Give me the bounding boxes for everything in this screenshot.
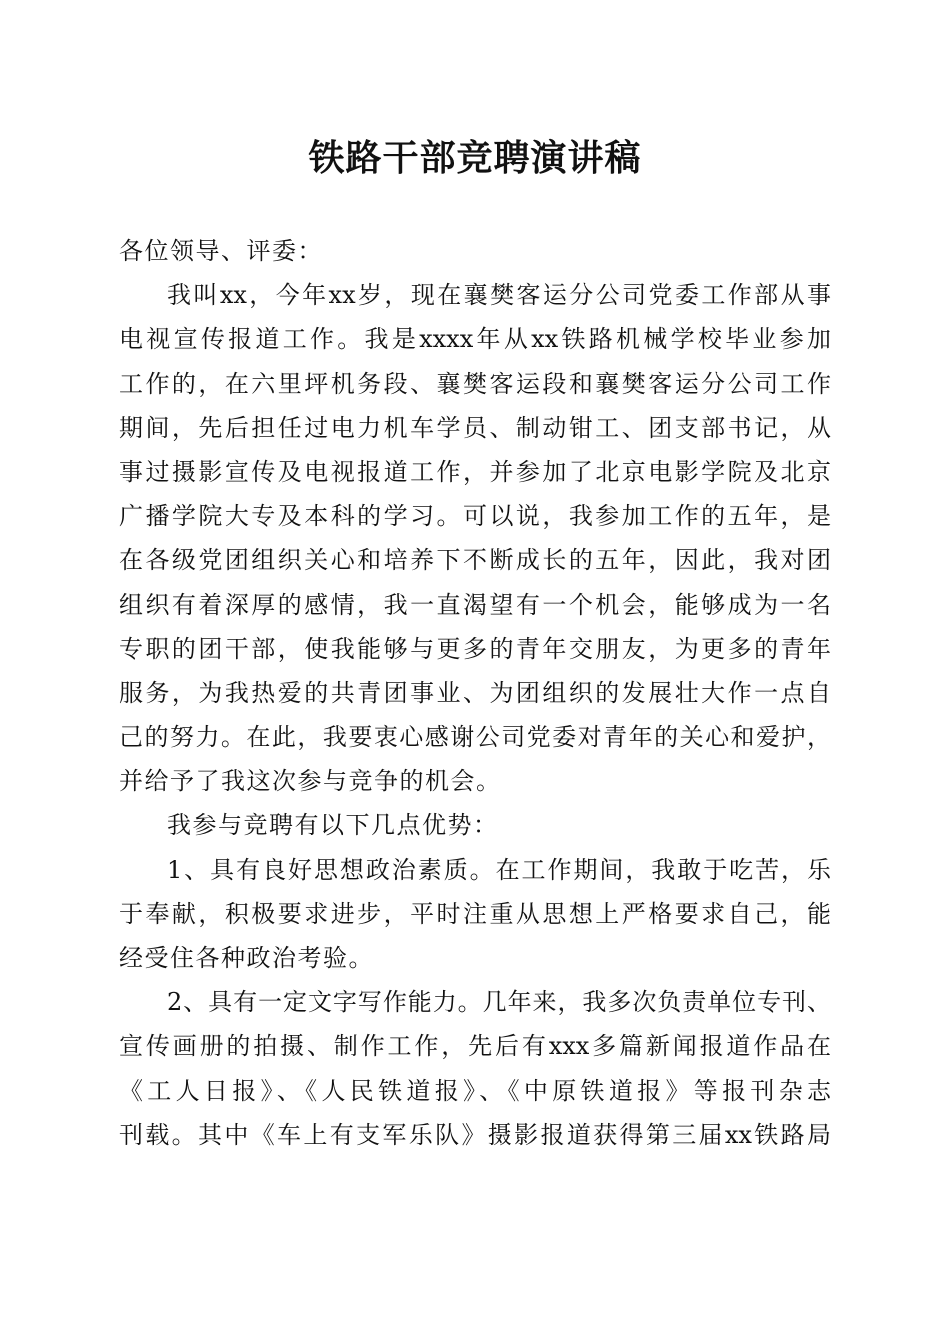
paragraph-line: 组织有着深厚的感情，我一直渴望有一个机会，能够成为一名 — [119, 590, 831, 619]
paragraph-line: 各位领导、评委： — [119, 237, 323, 265]
paragraph-line: 服务，为我热爱的共青团事业、为团组织的发展壮大作一点自 — [119, 678, 831, 707]
paragraph-line: 《工人日报》、《人民铁道报》、《中原铁道报》等报刊杂志 — [119, 1076, 831, 1105]
paragraph-line: 广播学院大专及本科的学习。可以说，我参加工作的五年，是 — [119, 502, 831, 531]
document-title: 铁路干部竞聘演讲稿 — [308, 137, 642, 179]
paragraph-line: 经受住各种政治考验。 — [119, 944, 374, 972]
paragraph-line: 在各级党团组织关心和培养下不断成长的五年，因此，我对团 — [119, 546, 831, 575]
paragraph-line: 并给予了我这次参与竞争的机会。 — [119, 767, 502, 796]
paragraph-line: 工作的，在六里坪机务段、襄樊客运段和襄樊客运分公司工作 — [119, 369, 831, 398]
paragraph-line: 1、具有良好思想政治素质。在工作期间，我敢于吃苦，乐 — [167, 855, 831, 884]
paragraph-line: 事过摄影宣传及电视报道工作，并参加了北京电影学院及北京 — [119, 457, 831, 486]
document-body — [119, 229, 831, 1157]
paragraph-line: 期间，先后担任过电力机车学员、制动钳工、团支部书记，从 — [119, 413, 831, 442]
paragraph-line: 宣传画册的拍摄、制作工作，先后有xxx多篇新闻报道作品在 — [119, 1032, 831, 1061]
paragraph-line: 己的努力。在此，我要衷心感谢公司党委对青年的关心和爱护， — [119, 723, 831, 752]
paragraph-line: 于奉献，积极要求进步，平时注重从思想上严格要求自己，能 — [119, 899, 831, 928]
paragraph-line: 电视宣传报道工作。我是xxxx年从xx铁路机械学校毕业参加 — [119, 325, 831, 354]
paragraph-line: 我参与竞聘有以下几点优势： — [167, 811, 499, 840]
paragraph-line: 专职的团干部，使我能够与更多的青年交朋友，为更多的青年 — [119, 634, 831, 663]
paragraph-line: 刊载。其中《车上有支军乐队》摄影报道获得第三届xx铁路局 — [119, 1120, 831, 1149]
paragraph-line: 2、具有一定文字写作能力。几年来，我多次负责单位专刊、 — [167, 988, 831, 1017]
paragraph-line: 我叫xx，今年xx岁，现在襄樊客运分公司党委工作部从事 — [167, 281, 831, 310]
